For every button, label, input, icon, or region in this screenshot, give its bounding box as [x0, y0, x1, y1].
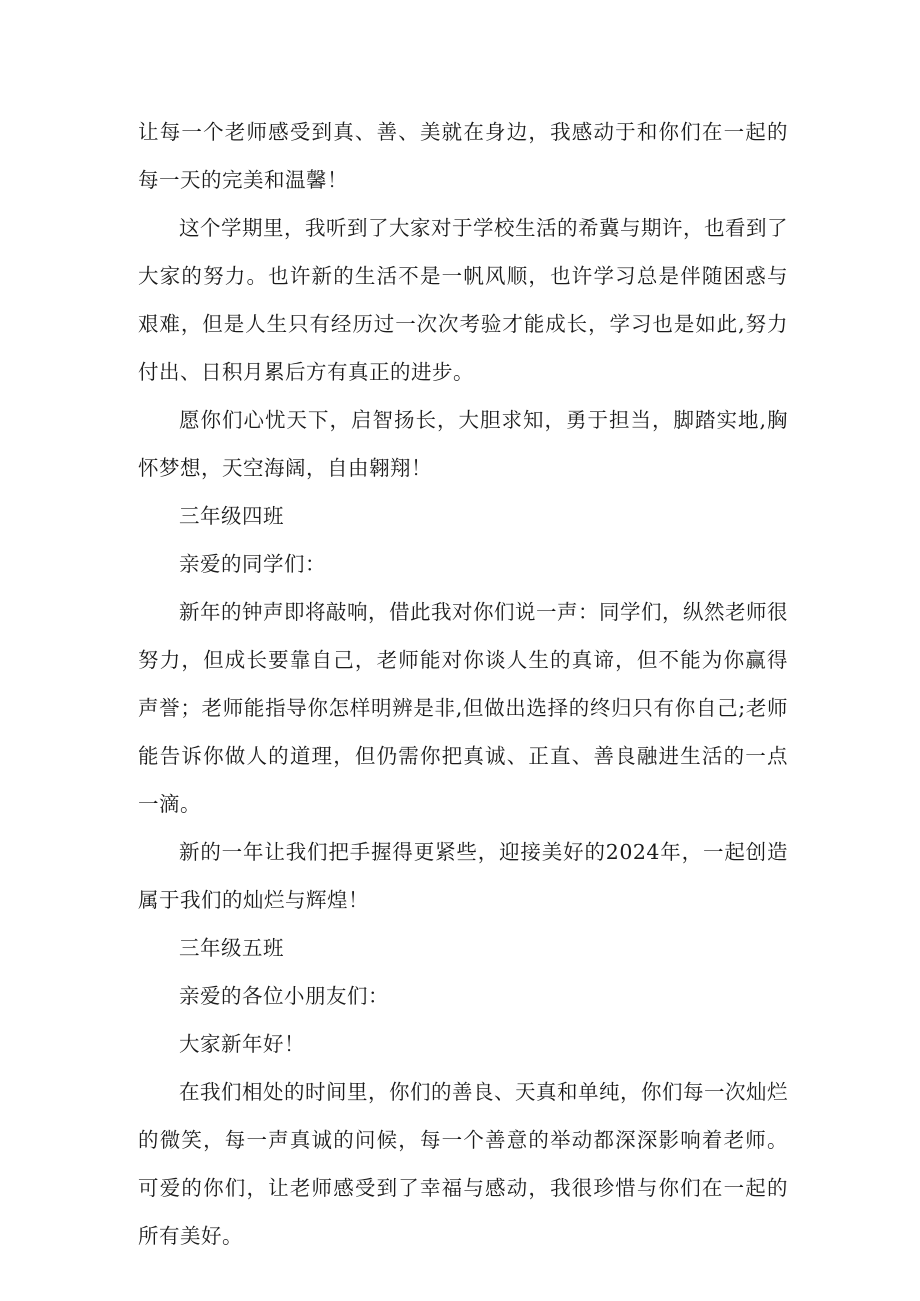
class-signature: 三年级五班	[179, 936, 284, 960]
paragraph: 新年的钟声即将敲响，借此我对你们说一声：同学们，纵然老师很努力，但成长要靠自己，老师能对你谈人生的真谛，但不能为你赢得声誉；老师能指导你怎样明辨是非,但做出选择的终归只有你自己;老师能告诉你做人的道理，但仍需你把真诚、正直、善良融进生活的一点一滴。	[138, 600, 788, 816]
class-signature: 三年级四班	[179, 504, 284, 528]
salutation: 亲爱的同学们：	[179, 552, 326, 576]
salutation: 亲爱的各位小朋友们：	[179, 984, 389, 1008]
paragraph: 愿你们心忧天下，启智扬长，大胆求知，勇于担当，脚踏实地,胸怀梦想，天空海阔，自由翱翔！	[138, 408, 788, 480]
paragraph: 在我们相处的时间里，你们的善良、天真和单纯，你们每一次灿烂的微笑，每一声真诚的问候，每一个善意的举动都深深影响着老师。可爱的你们，让老师感受到了幸福与感动，我很珍惜与你们在一起的所有美好。	[138, 1080, 788, 1248]
paragraph: 这个学期里，我听到了大家对于学校生活的希冀与期许，也看到了大家的努力。也许新的生活不是一帆风顺，也许学习总是伴随困惑与艰难，但是人生只有经历过一次次考验才能成长，学习也是如此,努力付出、日积月累后方有真正的进步。	[138, 216, 788, 384]
greeting: 大家新年好！	[179, 1032, 305, 1056]
paragraph: 新的一年让我们把手握得更紧些，迎接美好的2024年，一起创造属于我们的灿烂与辉煌！	[138, 840, 788, 912]
paragraph: 让每一个老师感受到真、善、美就在身边，我感动于和你们在一起的每一天的完美和温馨！	[138, 120, 788, 192]
document-body	[138, 108, 788, 1260]
